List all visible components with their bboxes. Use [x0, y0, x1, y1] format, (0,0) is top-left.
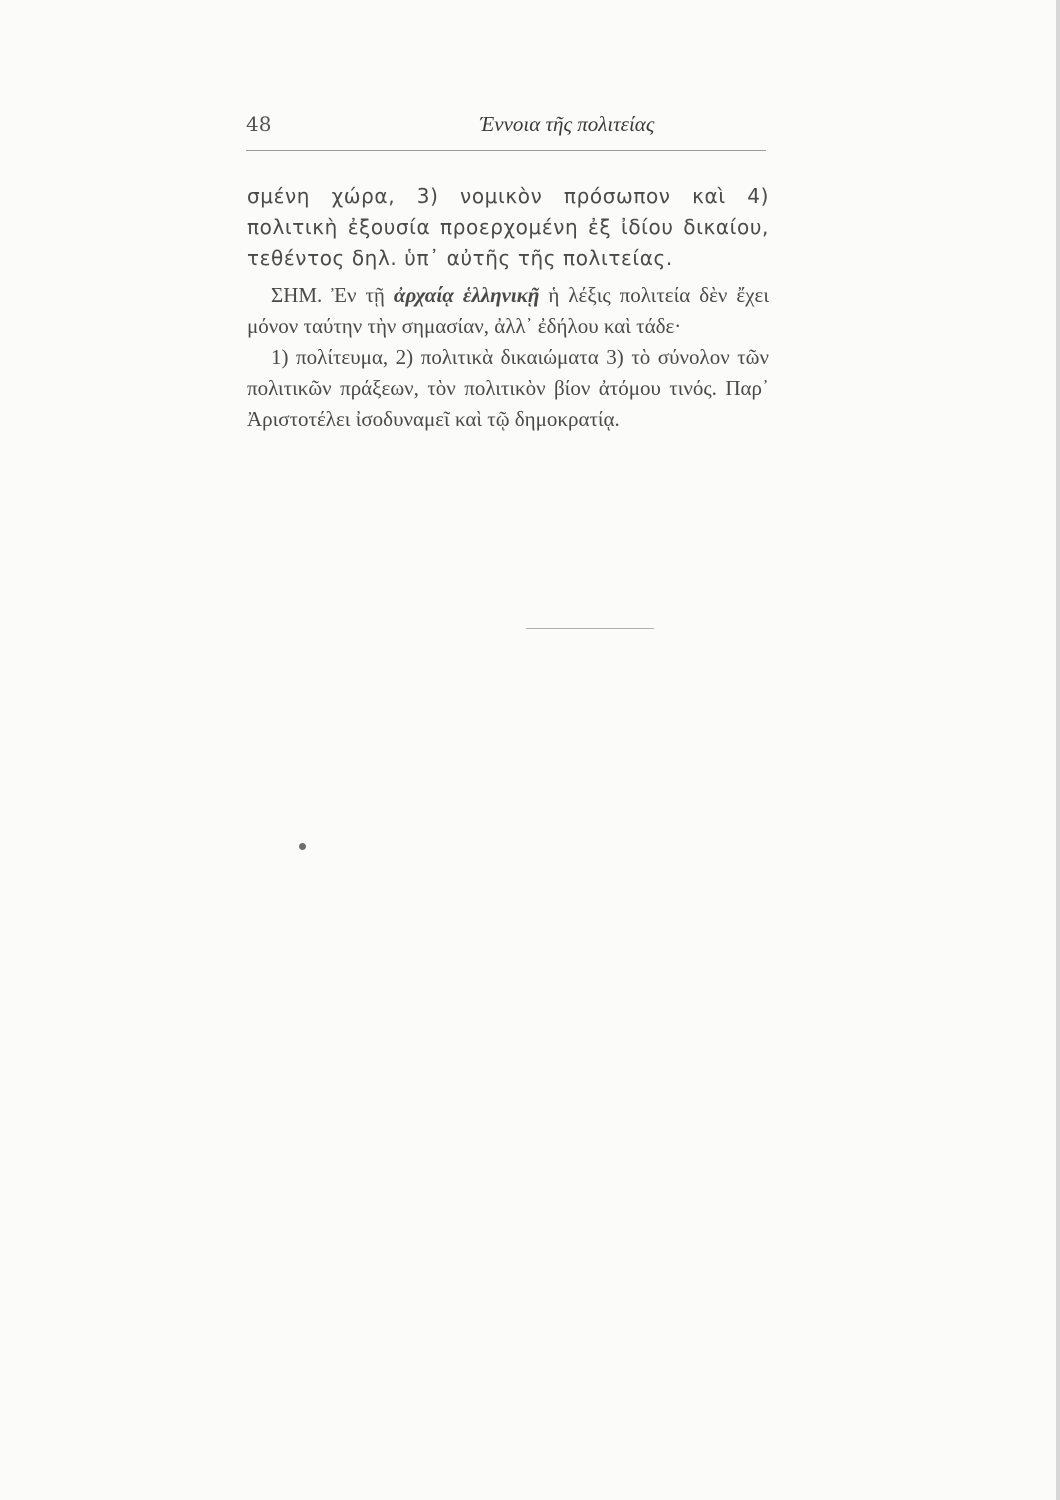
paragraph: σμένη χώρα, 3) νομικὸν πρόσωπον καὶ 4) πολιτικὴ ἐξουσία προερχομένη ἐξ ἰδίου δικαίου, τεθέντος δηλ. ὑπ᾽ αὐτῆς τῆς πολιτείας. [247, 184, 769, 270]
note-text-post: ἡ λέξις πολιτεία δὲν ἔχει μόνον ταύτην τὴν σημασίαν, ἀλλ᾽ ἐδήλου καὶ τάδε· [247, 283, 770, 338]
note-emphasis: ἀρχαίᾳ ἑλληνικῇ [393, 283, 540, 307]
end-rule [526, 628, 654, 629]
note-paragraph [247, 280, 769, 342]
body-text [247, 181, 769, 435]
page-header [246, 112, 766, 148]
running-title: Έννοια τῆς πολιτείας [480, 112, 655, 136]
ink-dot [299, 843, 306, 850]
note-list-paragraph: 1) πολίτευμα, 2) πολιτικὰ δικαιώματα 3) τὸ σύνολον τῶν πολιτικῶν πράξεων, τὸν πολιτικὸν βίον ἀτόμου τινός. Παρ᾽ Ἀριστοτέλει ἰσοδυναμεῖ καὶ τῷ δημοκρατίᾳ. [247, 345, 769, 431]
page-edge [1056, 0, 1060, 1500]
page-number: 48 [246, 112, 272, 136]
note-label: ΣΗΜ. [271, 283, 323, 307]
note-text-pre: Ἐν τῇ [322, 283, 394, 307]
header-rule [246, 150, 766, 151]
